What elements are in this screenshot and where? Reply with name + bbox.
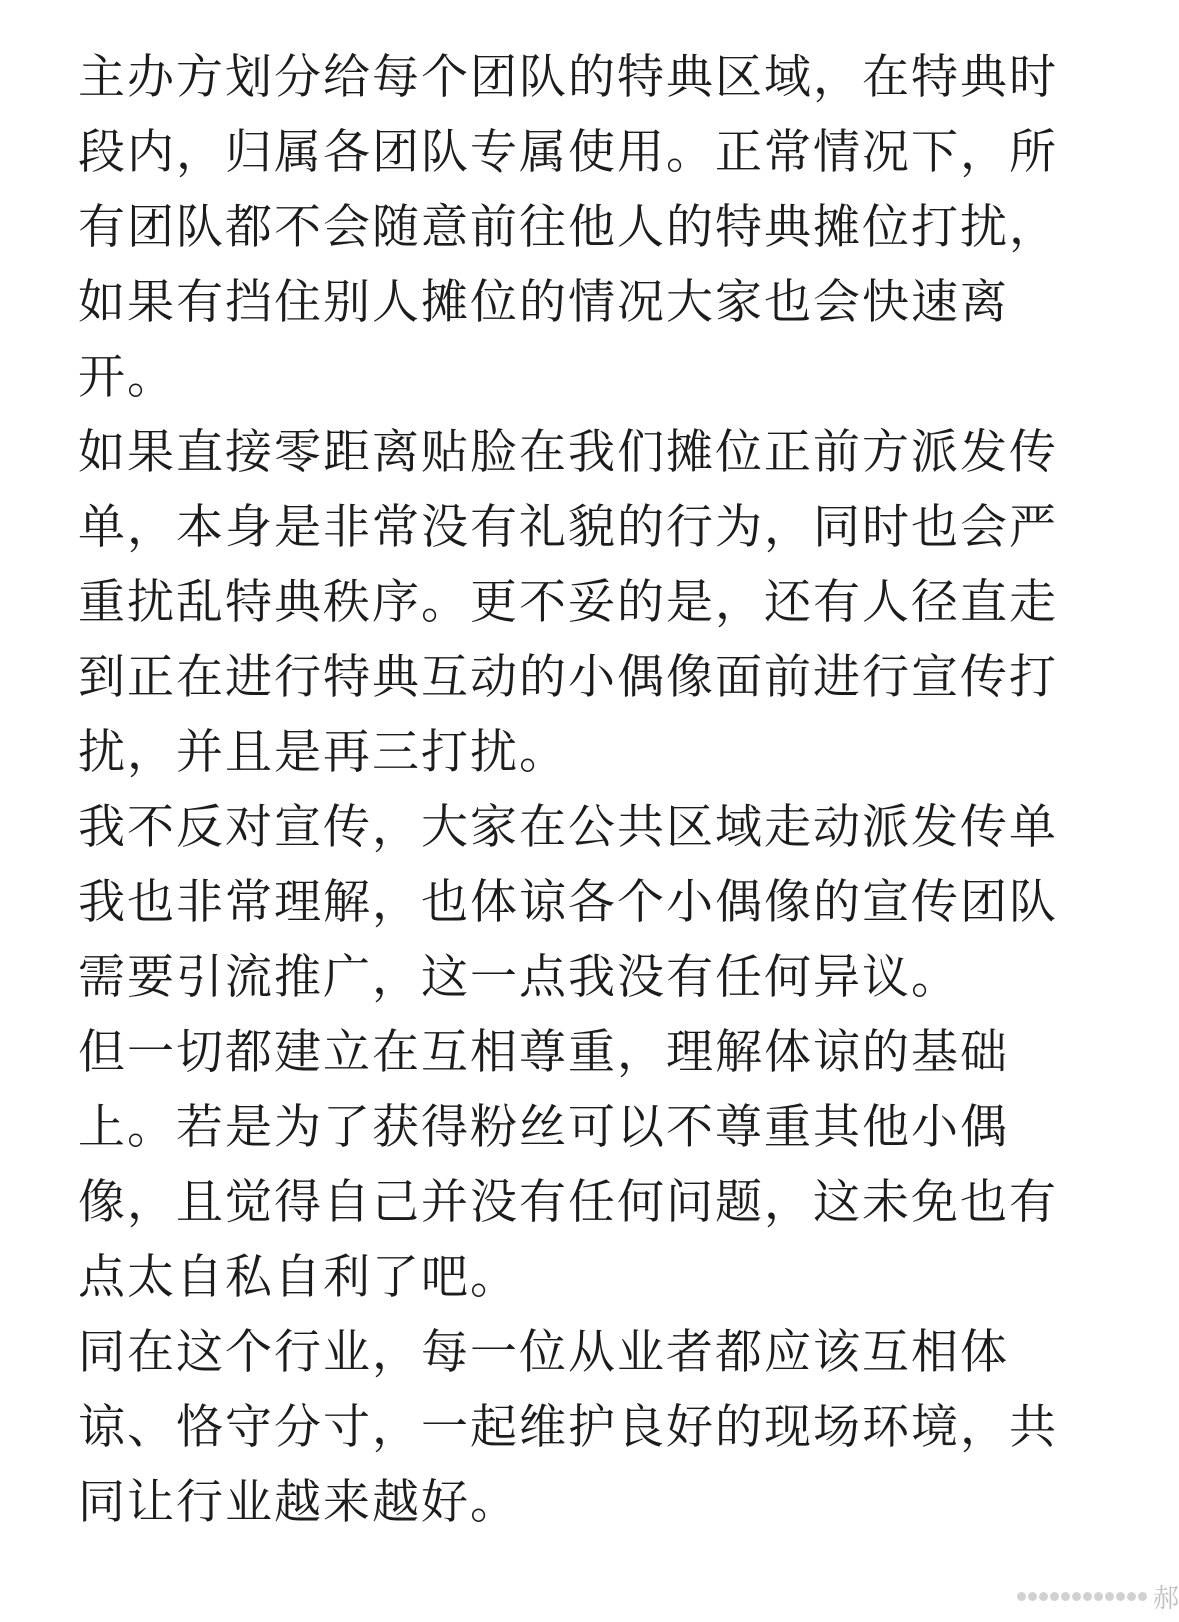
text-line: 我也非常理解，也体谅各个小偶像的宣传团队 [78,875,1058,930]
paragraph-2 [78,415,1078,790]
paragraph-4 [78,1015,1078,1315]
text-line: 段内，归属各团队专属使用。正常情况下，所 [78,125,1058,180]
text-line: 扰，并且是再三打扰。 [78,725,568,780]
text-line: 我不反对宣传，大家在公共区域走动派发传单 [78,800,1058,855]
text-line: 开。 [78,350,176,405]
text-line: 如果直接零距离贴脸在我们摊位正前方派发传 [78,425,1058,480]
paragraph-3 [78,790,1078,1015]
text-line: 点太自私自利了吧。 [78,1250,519,1305]
text-line: 谅、恪守分寸，一起维护良好的现场环境，共 [78,1400,1058,1455]
text-line: 同让行业越来越好。 [78,1475,519,1530]
text-line: 上。若是为了获得粉丝可以不尊重其他小偶 [78,1100,1009,1155]
text-line: 但一切都建立在互相尊重，理解体谅的基础 [78,1025,1009,1080]
paragraph-1 [78,40,1078,415]
text-line: 主办方划分给每个团队的特典区域，在特典时 [78,50,1058,105]
watermark-text: 郝 [1152,1583,1179,1614]
text-line: 重扰乱特典秩序。更不妥的是，还有人径直走 [78,575,1058,630]
watermark-dots-icon [1017,1592,1147,1601]
text-line: 像，且觉得自己并没有任何问题，这未免也有 [78,1175,1058,1230]
text-line: 同在这个行业，每一位从业者都应该互相体 [78,1325,1009,1380]
text-line: 需要引流推广，这一点我没有任何异议。 [78,950,960,1005]
post-body [78,40,1078,1540]
text-line: 到正在进行特典互动的小偶像面前进行宣传打 [78,650,1058,705]
paragraph-5 [78,1315,1078,1540]
text-line: 如果有挡住别人摊位的情况大家也会快速离 [78,275,1009,330]
text-line: 有团队都不会随意前往他人的特典摊位打扰， [78,200,1058,255]
text-line: 单，本身是非常没有礼貌的行为，同时也会严 [78,500,1058,555]
watermark [1017,1576,1179,1616]
